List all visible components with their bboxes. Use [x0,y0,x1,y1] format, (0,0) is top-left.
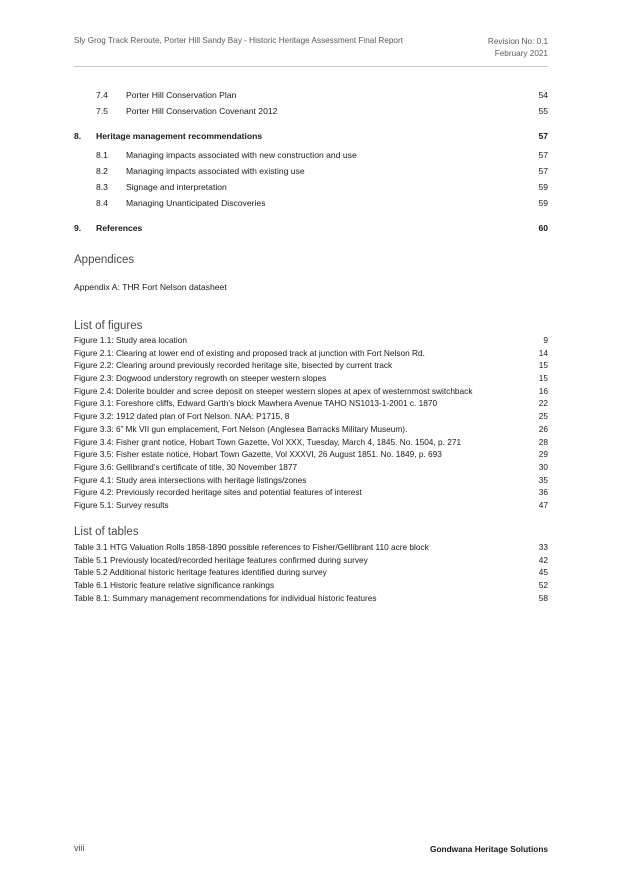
company-name: Gondwana Heritage Solutions [429,844,548,854]
figure-page: 30 [538,461,548,472]
figure-page: 15 [538,373,548,384]
toc-entry[interactable] [74,164,548,178]
figure-title: Figure 3.3: 6” Mk VII gun emplacement, Fort Nelson (Anglesea Barracks Military Museum). [74,423,408,434]
table-page: 52 [538,580,548,591]
toc-page: 57 [538,131,548,141]
toc-title: Porter Hill Conservation Plan [126,90,237,100]
figure-title: Figure 1.1: Study area location [74,335,187,345]
toc-number: 8.1 [96,150,108,160]
figure-entry[interactable] [74,436,548,449]
toc-page: 60 [538,223,548,233]
table-title: Table 8.1: Summary management recommendations for individual historic features [74,592,377,603]
toc-section[interactable] [74,221,548,235]
toc-section[interactable] [74,129,548,143]
toc-title: Managing impacts associated with existing use [126,166,305,176]
toc-page: 54 [538,90,548,100]
table-title: Table 6.1 Historic feature relative significance rankings [74,580,275,591]
figure-page: 29 [538,449,548,460]
toc-page: 55 [538,106,548,116]
toc-page: 59 [538,182,548,192]
figure-entry[interactable] [74,448,548,461]
header-date: February 2021 [494,49,548,58]
figure-title: Figure 3.6: Gellibrand’s certificate of title, 30 November 1877 [74,461,298,472]
header-title: Sly Grog Track Reroute, Porter Hill Sandy Bay - Historic Heritage Assessment Final Report [74,36,403,45]
toc-page: 59 [538,198,548,208]
figure-entry[interactable] [74,347,548,360]
toc-page: 57 [538,150,548,160]
figure-title: Figure 3.4: Fisher grant notice, Hobart Town Gazette, Vol XXX, Tuesday, March 4, 1845. No. 1504, p. 271 [74,436,462,447]
table-page: 45 [538,567,548,578]
table-entry[interactable] [74,592,548,605]
figure-page: 15 [538,360,548,371]
figure-title: Figure 2.4: Dolerite boulder and scree deposit on steeper western slopes at apex of westernmost switchback [74,385,473,396]
header-revision: Revision No: 0.1 [487,37,548,46]
figure-page: 25 [538,411,548,422]
toc-number: 8.3 [96,182,108,192]
toc-entry[interactable] [74,180,548,194]
figures-heading: List of figures [74,320,143,332]
toc-entry[interactable] [74,196,548,210]
figure-title: Figure 3.5: Fisher estate notice, Hobart Town Gazette, Vol XXXVI, 26 August 1851. No. 1849, p. 693 [74,449,442,460]
figure-page: 26 [538,423,548,434]
figure-page: 22 [538,398,548,409]
header-divider [74,66,548,67]
figure-title: Figure 3.2: 1912 dated plan of Fort Nelson. NAA: P1715, 8 [74,411,290,422]
toc-title: References [96,223,143,233]
header-revision-block [488,36,548,60]
figure-title: Figure 4.1: Study area intersections with heritage listings/zones [74,474,307,485]
figure-entry[interactable] [74,474,548,487]
figure-page: 9 [543,335,548,345]
tables-list [74,541,548,604]
toc-title: Heritage management recommendations [96,131,263,141]
figure-entry[interactable] [74,499,548,512]
figures-list [74,334,548,512]
toc-number: 7.4 [96,90,108,100]
figure-entry[interactable] [74,372,548,385]
figure-entry[interactable] [74,486,548,499]
toc-number: 8.2 [96,166,108,176]
figure-page: 16 [538,385,548,396]
toc-number: 7.5 [96,106,108,116]
figure-entry[interactable] [74,385,548,398]
toc-entry[interactable] [74,148,548,162]
tables-heading: List of tables [74,526,139,538]
toc-title: Signage and interpretation [126,182,227,192]
figure-page: 47 [538,499,548,510]
figure-title: Figure 3.1: Foreshore cliffs, Edward Garth’s block Mawhera Avenue TAHO NS1013-1-2001 c. 1870 [74,398,438,409]
figure-entry[interactable] [74,423,548,436]
toc-number: 8. [74,131,82,141]
table-entry[interactable] [74,554,548,567]
toc-title: Porter Hill Conservation Covenant 2012 [126,106,278,116]
figure-page: 36 [538,487,548,498]
toc-entry[interactable] [74,88,548,102]
figure-entry[interactable] [74,359,548,372]
table-title: Table 5.1 Previously located/recorded heritage features confirmed during survey [74,554,368,565]
toc-entry[interactable] [74,104,548,118]
figure-title: Figure 4.2: Previously recorded heritage sites and potential features of interest [74,487,362,498]
figure-title: Figure 2.2: Clearing around previously recorded heritage site, bisected by current track [74,360,393,371]
figure-title: Figure 2.1: Clearing at lower end of existing and proposed track at junction with Fort Nelson Rd. [74,347,425,358]
figure-title: Figure 5.1: Survey results [74,499,169,510]
table-entry[interactable] [74,579,548,592]
figure-title: Figure 2.3: Dogwood understory regrowth on steeper western slopes [74,373,327,384]
toc-title: Managing Unanticipated Discoveries [126,198,266,208]
figure-entry[interactable] [74,334,548,347]
table-title: Table 5.2 Additional historic heritage features identified during survey [74,567,327,578]
appendix-entry[interactable]: Appendix A: THR Fort Nelson datasheet [74,282,227,292]
toc-title: Managing impacts associated with new construction and use [126,150,357,160]
table-page: 42 [538,554,548,565]
toc-page: 57 [538,166,548,176]
figure-entry[interactable] [74,461,548,474]
table-title: Table 3.1 HTG Valuation Rolls 1858-1890 possible references to Fisher/Gellibrant 110 acre block [74,542,429,552]
page-number: viii [74,843,85,853]
figure-page: 14 [538,347,548,358]
toc-number: 8.4 [96,198,108,208]
figure-entry[interactable] [74,410,548,423]
toc-number: 9. [74,223,82,233]
figure-entry[interactable] [74,397,548,410]
figure-page: 28 [538,436,548,447]
table-entry[interactable] [74,566,548,579]
table-page: 58 [538,592,548,603]
appendices-heading: Appendices [74,254,135,266]
table-page: 33 [538,542,548,552]
figure-page: 35 [538,474,548,485]
table-entry[interactable] [74,541,548,554]
